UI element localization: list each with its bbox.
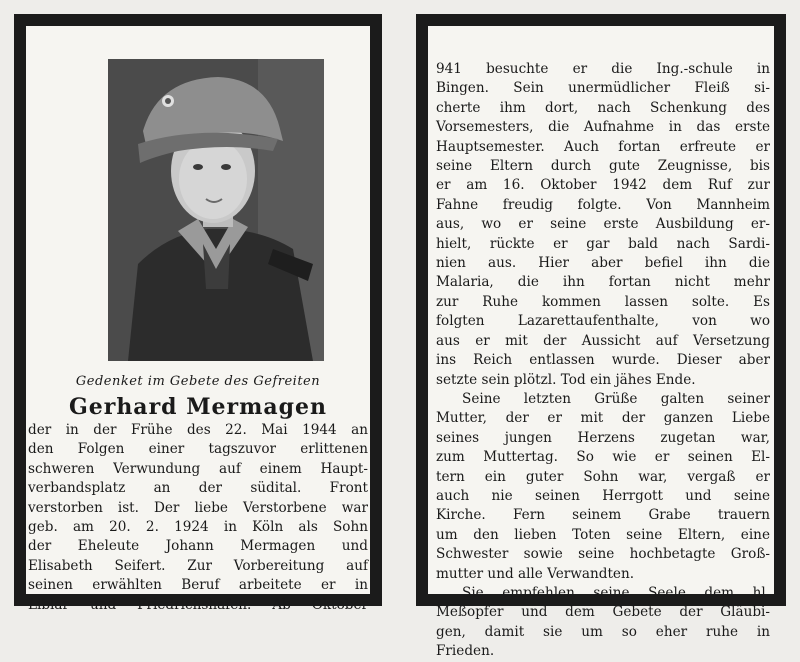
text-line: hielt, rückte er gar bald nach Sardi- — [436, 235, 770, 252]
text-line: Seine letzten Grüße galten seiner — [462, 390, 770, 407]
text-line: setzte sein plötzl. Tod ein jähes Ende. — [436, 371, 696, 388]
text-line: um den lieben Toten seine Eltern, eine — [436, 526, 770, 543]
right-text-block — [436, 60, 770, 662]
text-line: seine Eltern durch gute Zeugnisse, bis — [436, 158, 770, 175]
text-line: Frieden. — [436, 643, 495, 660]
text-line: Schwester sowie seine hochbetagte Groß- — [436, 546, 770, 563]
text-line: Sie empfehlen seine Seele dem hl. — [462, 584, 770, 601]
text-line: auch nie seinen Herrgott und seine — [436, 487, 770, 504]
text-line: nien aus. Hier aber befiel ihn die — [436, 255, 770, 272]
text-line: gen, damit sie um so eher ruhe in — [436, 623, 770, 640]
portrait-photo — [108, 59, 324, 361]
text-line: den Folgen einer tagszuvor erlittenen — [28, 441, 368, 458]
left-page-paper — [26, 26, 370, 613]
text-line: folgten Lazarettaufenthalte, von wo — [436, 313, 770, 330]
text-line: geb. am 20. 2. 1924 in Köln als Sohn — [28, 519, 368, 536]
text-line: Malaria, die ihn fortan nicht mehr — [436, 274, 770, 291]
text-line: tern ein guter Sohn war, vergaß er — [436, 468, 770, 485]
text-line: mutter und alle Verwandten. — [436, 565, 635, 582]
text-line: Hauptsemester. Auch fortan erfreute er — [436, 138, 770, 155]
text-line: der in der Frühe des 22. Mai 1944 an — [28, 422, 368, 438]
left-text-block — [28, 421, 368, 615]
text-line: ins Reich entlassen wurde. Dieser aber — [436, 352, 770, 369]
text-line: zum Muttertag. So wie er seinen El- — [436, 449, 770, 466]
text-line: Mutter, der er mit der ganzen Liebe — [436, 410, 770, 427]
left-page — [14, 14, 382, 613]
text-line: Kirche. Fern seinem Grabe trauern — [436, 507, 770, 524]
text-line: verstorben ist. Der liebe Verstorbene war — [28, 499, 368, 516]
text-line: Liblar und Friedrichshafen. Ab Oktober — [28, 596, 368, 613]
text-line: Meßopfer und dem Gebete der Gläubi- — [436, 604, 770, 621]
memorial-caption: Gedenket im Gebete des Gefreiten — [75, 374, 321, 389]
right-page-paper — [428, 26, 774, 660]
text-line: Bingen. Sein unermüdlicher Fleiß si- — [436, 80, 770, 97]
text-line: aus, wo er seine erste Ausbildung er- — [436, 216, 770, 233]
text-line: zur Ruhe kommen lassen solte. Es — [436, 293, 770, 310]
text-line: seinen erwählten Beruf arbeitete er in — [28, 577, 368, 594]
text-line: aus er mit der Aussicht auf Versetzung — [436, 332, 770, 349]
text-line: 941 besuchte er die Ing.-schule in — [436, 61, 770, 77]
text-line: verbandsplatz an der südital. Front — [28, 480, 368, 497]
text-line: Fahne freudig folgte. Von Mannheim — [436, 196, 770, 213]
text-line: Elisabeth Seifert. Zur Vorbereitung auf — [28, 557, 368, 574]
text-line: er am 16. Oktober 1942 dem Ruf zur — [436, 177, 770, 194]
text-line: cherte ihm dort, nach Schenkung des — [436, 99, 770, 116]
deceased-name: Gerhard Mermagen — [68, 394, 328, 420]
text-line: der Eheleute Johann Mermagen und — [28, 538, 368, 555]
right-page — [416, 14, 786, 660]
text-line: seines jungen Herzens zugetan war, — [436, 429, 770, 446]
text-line: schweren Verwundung auf einem Haupt- — [28, 460, 368, 477]
text-line: Vorsemesters, die Aufnahme in das erste — [436, 119, 770, 136]
